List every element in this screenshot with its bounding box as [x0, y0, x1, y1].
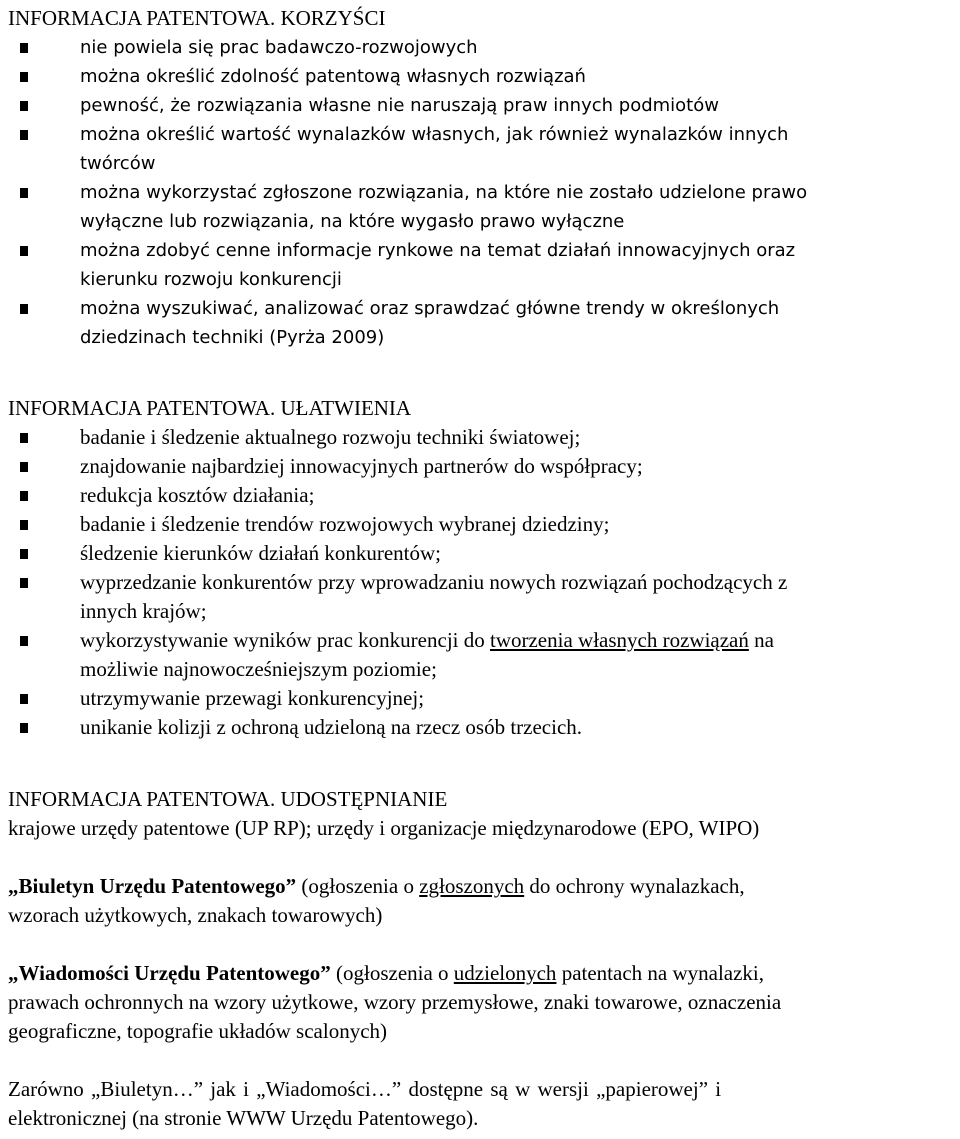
list-item-text: badanie i śledzenie trendów rozwojowych wybranej dziedziny;	[80, 512, 610, 536]
list-item	[8, 294, 958, 352]
square-bullet-icon	[20, 43, 28, 53]
list-item-text: można wykorzystać zgłoszone rozwiązania, na które nie zostało udzielone prawo	[80, 182, 808, 203]
list-item-text: można wyszukiwać, analizować oraz sprawdzać główne trendy w określonych	[80, 298, 780, 319]
wiadomosci-title: „Wiadomości Urzędu Patentowego”	[8, 961, 331, 985]
list-item-text	[80, 626, 958, 655]
underlined-phrase: zgłoszonych	[419, 874, 525, 898]
wiadomosci-line-2: prawach ochronnych na wzory użytkowe, wzory przemysłowe, znaki towarowe, oznaczenia	[8, 990, 782, 1014]
square-bullet-icon	[20, 636, 28, 646]
list-item-text-cont: dziedzinach techniki (Pyrża 2009)	[80, 327, 385, 348]
list-item-text: badanie i śledzenie aktualnego rozwoju techniki światowej;	[80, 425, 581, 449]
list-item	[8, 423, 958, 452]
list-item-text: można określić wartość wynalazków własnych, jak również wynalazków innych	[80, 124, 789, 145]
text-run: (ogłoszenia o	[296, 874, 420, 898]
wiadomosci-line-3: geograficzne, topografie układów scalonych)	[8, 1019, 388, 1043]
list-item-text: można określić zdolność patentową własnych rozwiązań	[80, 66, 586, 87]
biuletyn-title: „Biuletyn Urzędu Patentowego”	[8, 874, 297, 898]
list-item	[8, 236, 958, 294]
list-item	[8, 626, 958, 684]
list-item-text-cont: kierunku rozwoju konkurencji	[80, 269, 342, 290]
list-item-text-cont: twórców	[80, 153, 156, 174]
list-item	[8, 539, 958, 568]
list-item	[8, 713, 958, 742]
square-bullet-icon	[20, 549, 28, 559]
biuletyn-line-2: wzorach użytkowych, znakach towarowych)	[8, 903, 383, 927]
list-item	[8, 481, 958, 510]
wiadomosci-paragraph	[8, 959, 958, 1046]
text-run: na	[748, 628, 774, 652]
wiadomosci-line-1	[8, 959, 958, 988]
list-item	[8, 178, 958, 236]
square-bullet-icon	[20, 723, 28, 733]
list-item-text: znajdowanie najbardziej innowacyjnych partnerów do współpracy;	[80, 454, 643, 478]
list-item-text: utrzymywanie przewagi konkurencyjnej;	[80, 686, 425, 710]
section-heading: INFORMACJA PATENTOWA. UDOSTĘPNIANIE	[8, 787, 448, 811]
list-item-text: wyprzedzanie konkurentów przy wprowadzaniu nowych rozwiązań pochodzących z	[80, 570, 788, 594]
underlined-phrase: tworzenia własnych rozwiązań	[489, 628, 749, 652]
facilitation-list	[8, 423, 958, 742]
list-item	[8, 120, 958, 178]
underlined-phrase: udzielonych	[453, 961, 557, 985]
text-run: patentach na wynalazki,	[556, 961, 765, 985]
square-bullet-icon	[20, 433, 28, 443]
square-bullet-icon	[20, 491, 28, 501]
biuletyn-line-1	[8, 872, 958, 901]
list-item	[8, 452, 958, 481]
biuletyn-paragraph	[8, 872, 958, 930]
text-run: (ogłoszenia o	[330, 961, 454, 985]
list-item	[8, 684, 958, 713]
list-item	[8, 33, 958, 62]
square-bullet-icon	[20, 246, 28, 256]
text-run: do ochrony wynalazkach,	[524, 874, 745, 898]
square-bullet-icon	[20, 101, 28, 111]
list-item-text: śledzenie kierunków działań konkurentów;	[80, 541, 441, 565]
section-korzysci	[8, 4, 958, 352]
closing-line-1: Zarówno „Biuletyn…” jak i „Wiadomości…” dostępne są w wersji „papierowej” i	[8, 1077, 722, 1101]
square-bullet-icon	[20, 578, 28, 588]
list-item-text: nie powiela się prac badawczo-rozwojowych	[80, 37, 478, 58]
intro-paragraph: krajowe urzędy patentowe (UP RP); urzędy i organizacje międzynarodowe (EPO, WIPO)	[8, 816, 760, 840]
list-item-text-cont: innych krajów;	[80, 599, 207, 623]
square-bullet-icon	[20, 72, 28, 82]
list-item-text: redukcja kosztów działania;	[80, 483, 315, 507]
closing-line-2: elektronicznej (na stronie WWW Urzędu Patentowego).	[8, 1106, 479, 1130]
list-item-text: pewność, że rozwiązania własne nie naruszają praw innych podmiotów	[80, 95, 719, 116]
list-item	[8, 62, 958, 91]
text-run: wykorzystywanie wyników prac konkurencji do	[80, 628, 490, 652]
square-bullet-icon	[20, 304, 28, 314]
list-item	[8, 91, 958, 120]
list-item-text-cont: wyłączne lub rozwiązania, na które wygasło prawo wyłączne	[80, 211, 625, 232]
square-bullet-icon	[20, 130, 28, 140]
list-item-text: unikanie kolizji z ochroną udzieloną na rzecz osób trzecich.	[80, 715, 583, 739]
square-bullet-icon	[20, 520, 28, 530]
list-item	[8, 510, 958, 539]
square-bullet-icon	[20, 462, 28, 472]
section-heading: INFORMACJA PATENTOWA. UŁATWIENIA	[8, 396, 412, 420]
list-item-text: można zdobyć cenne informacje rynkowe na temat działań innowacyjnych oraz	[80, 240, 796, 261]
benefits-list	[8, 33, 958, 352]
list-item-text-cont: możliwie najnowocześniejszym poziomie;	[80, 657, 437, 681]
section-udostepnianie	[8, 785, 958, 1133]
closing-paragraph	[8, 1075, 958, 1133]
square-bullet-icon	[20, 694, 28, 704]
list-item	[8, 568, 958, 626]
square-bullet-icon	[20, 188, 28, 198]
section-heading: INFORMACJA PATENTOWA. KORZYŚCI	[8, 6, 386, 30]
section-ulatwienia	[8, 394, 958, 742]
